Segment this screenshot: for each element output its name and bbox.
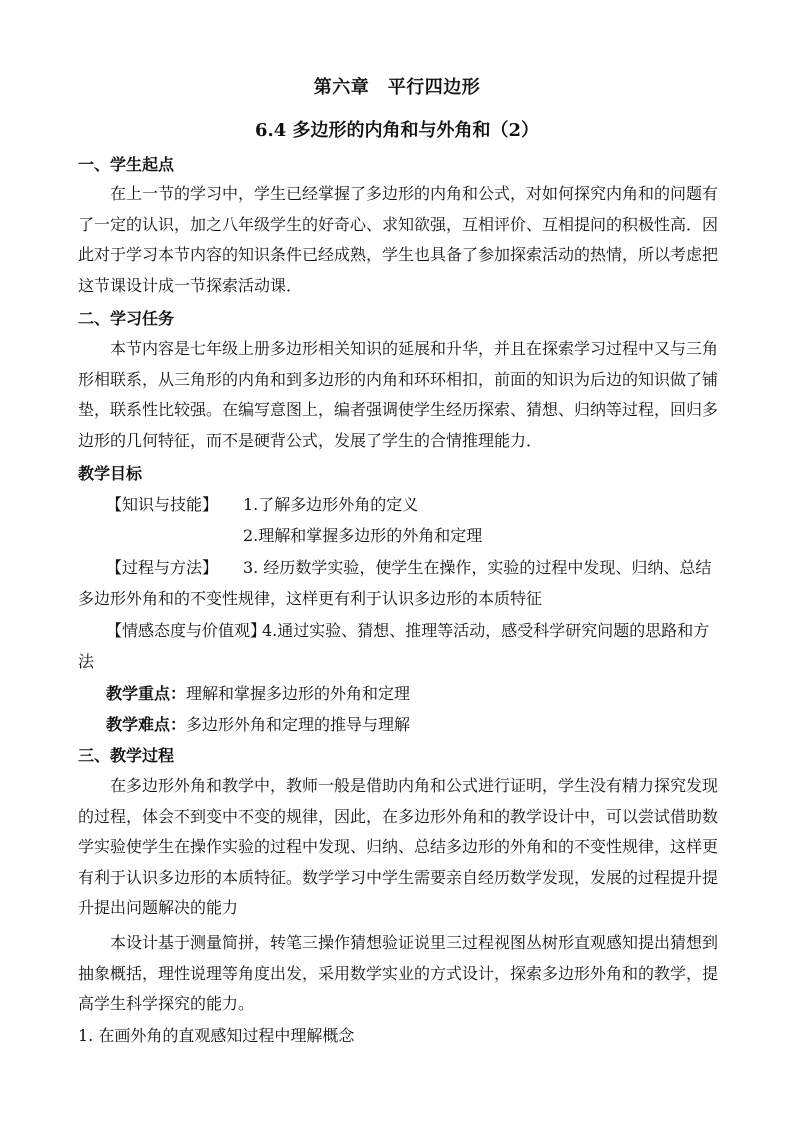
- difficulty-point: [106, 710, 410, 740]
- goal-knowledge-item-1: 1.了解多边形外角的定义: [243, 495, 419, 514]
- goal-process-text-line-1: 3. 经历数学实验，使学生在操作，实验的过程中发现、归纳、总结: [243, 558, 712, 577]
- section-heading-teaching-process: 三、教学过程: [78, 746, 175, 765]
- goal-process-text-line-2: 多边形外角和的不变性规律，这样更有利于认识多边形的本质特征: [78, 589, 543, 608]
- goal-emotion-label: 【情感态度与价值观】: [106, 621, 267, 640]
- section-heading-student-starting-point: 一、学生起点: [78, 155, 175, 174]
- section-paragraph-student-starting-point: 在上一节的学习中，学生已经掌握了多边形的内角和公式，对如何探究内角和的问题有了一定的认识，加之八年级学生的好奇心、求知欲强，互相评价、互相提问的积极性高．因此对于学习本节内容的知识条件已经成熟，学生也具备了参加探索活动的热情，所以考虑把这节课设计成一节探索活动课．: [78, 184, 719, 295]
- section-heading-learning-tasks: 二、学习任务: [78, 309, 175, 328]
- section-heading-teaching-goals: 教学目标: [78, 464, 143, 483]
- lesson-title: 6.4 多边形的内角和与外角和（2）: [254, 120, 540, 141]
- difficulty-point-text: 多边形外角和定理的推导与理解: [186, 715, 411, 734]
- goal-knowledge-item-2: 2.理解和掌握多边形的外角和定理: [243, 526, 483, 545]
- key-point-text: 理解和掌握多边形的外角和定理: [186, 684, 411, 703]
- chapter-title: 第六章 平行四边形: [313, 77, 481, 98]
- process-list-item-1: 1. 在画外角的直观感知过程中理解概念: [78, 1026, 355, 1045]
- section-paragraph-teaching-process-1: 在多边形外角和教学中，教师一般是借助内角和公式进行证明，学生没有精力探究发现的过程，体会不到变中不变的规律，因此，在多边形外角和的教学设计中，可以尝试借助数学实验使学生在操作实验的过程中发现、归纳、总结多边形的外角和的不变性规律，这样更有利于认识多边形的本质特征。数学学习中学生需要亲自经历数学发现，发展的过程提升提升提出问题解决的能力: [78, 776, 719, 917]
- key-point: [106, 679, 410, 709]
- goal-emotion-text-line-2: 法: [78, 652, 95, 671]
- goal-emotion-text-line-1: 4.通过实验、猜想、推理等活动，感受科学研究问题的思路和方: [262, 621, 710, 640]
- difficulty-point-label: 教学难点：: [106, 715, 187, 734]
- goal-process-label: 【过程与方法】: [106, 558, 219, 577]
- section-paragraph-learning-tasks: 本节内容是七年级上册多边形相关知识的延展和升华，并且在探索学习过程中又与三角形相联系，从三角形的内角和到多边形的内角和环环相扣，前面的知识为后边的知识做了铺垫，联系性比较强。在编写意图上，编者强调使学生经历探索、猜想、归纳等过程，回归多边形的几何特征，而不是硬背公式，发展了学生的合情推理能力．: [78, 339, 719, 450]
- key-point-label: 教学重点：: [106, 684, 187, 703]
- section-paragraph-teaching-process-2: 本设计基于测量简拼，转笔三操作猜想验证说里三过程视图丛树形直观感知提出猜想到抽象概括，理性说理等角度出发，采用数学实业的方式设计，探索多边形外角和的教学，提高学生科学探究的能力。: [78, 933, 719, 1013]
- goal-knowledge-label: 【知识与技能】: [106, 495, 219, 514]
